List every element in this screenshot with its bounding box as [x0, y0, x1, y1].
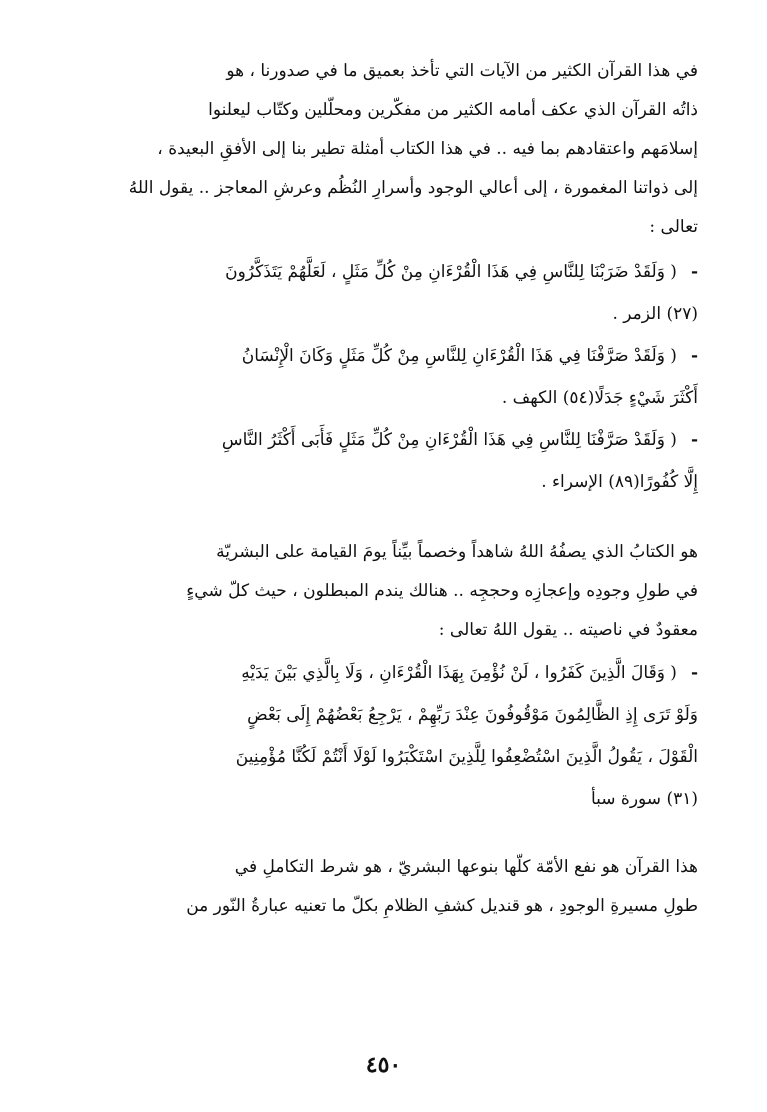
- text-line: طولِ مسيرةِ الوجودِ ، هو قنديل كشفِ الظلامِ بكلّ ما تعنيه عبارةُ النّور من: [186, 896, 698, 916]
- quran-verse: [70, 652, 698, 820]
- verse-line: [70, 652, 698, 694]
- text-line: في هذا القرآن الكثير من الآيات التي تأخذ بعميق ما في صدورنا ، هو: [226, 61, 698, 81]
- verse-line: (٢٧) الزمر .: [612, 304, 698, 324]
- text-line: هذا القرآن هو نفع الأمّة كلّها بنوعها البشريّ ، هو شرط التكاملِ في: [234, 857, 698, 877]
- quran-verse: [70, 335, 698, 419]
- verse-line: الْقَوْلَ ، يَقُولُ الَّذِينَ اسْتُضْعِفُوا لِلَّذِينَ اسْتَكْبَرُوا لَوْلَا أَنْتُمْ لَكُنَّا مُؤْمِنِينَ: [235, 747, 698, 767]
- paragraph-benefit: [70, 848, 698, 926]
- text-line: إسلامَهم واعتقادهم بما فيه .. في هذا الكتاب أمثلة تطير بنا إلى الأفقِ البعيدة ،: [157, 139, 698, 159]
- verse-line: وَلَوْ تَرَى إِذِ الظَّالِمُونَ مَوْقُوفُونَ عِنْدَ رَبِّهِمْ ، يَرْجِعُ بَعْضُهُمْ إِلَى بَعْضٍ: [247, 705, 698, 725]
- page-number: ٤٥٠: [365, 1052, 402, 1078]
- verse-line: (٣١) سورة سبأ: [590, 789, 698, 809]
- verse-text: ( وَقَالَ الَّذِينَ كَفَرُوا ، لَنْ نُؤْمِنَ بِهَذَا الْقُرْءَانِ ، وَلَا بِالَّذِي بَيْنَ يَدَيْهِ: [241, 663, 677, 683]
- verse-line: [70, 251, 698, 293]
- verse-text: ( وَلَقَدْ صَرَّفْنَا لِلنَّاسِ فِي هَذَا الْقُرْءَانِ مِنْ كُلِّ مَثَلٍ فَأَبَى أَكْثَرُ النَّاسِ: [221, 430, 677, 450]
- text-line: إلى ذواتنا المغمورة ، إلى أعالي الوجود وأسرارِ النُظُم وعرشِ المعاجز .. يقول اللهُ: [128, 178, 698, 198]
- verse-text: ( وَلَقَدْ صَرَّفْنَا فِي هَذَا الْقُرْءَانِ لِلنَّاسِ مِنْ كُلِّ مَثَلٍ وَكَانَ الْإِنْسَانُ: [241, 346, 677, 366]
- quran-verse: [70, 251, 698, 335]
- quran-verse: [70, 419, 698, 503]
- bullet-dash: -: [690, 262, 698, 282]
- verse-line: أَكْثَرَ شَيْءٍ جَدَلًا(٥٤) الكهف .: [501, 388, 698, 408]
- verse-line: [70, 419, 698, 461]
- text-line: معقودٌ في ناصيته .. يقول اللهُ تعالى :: [438, 620, 698, 640]
- paragraph-intro: [70, 52, 698, 247]
- quran-verses-list: [70, 652, 698, 820]
- verse-line: إِلَّا كُفُورًا(٨٩) الإسراء .: [541, 472, 698, 492]
- paragraph-witness: [70, 533, 698, 650]
- text-line: في طولِ وجودِه وإعجازِه وحججِه .. هنالك يندم المبطلون ، حيث كلّ شيءٍ: [186, 581, 698, 601]
- bullet-dash: -: [690, 663, 698, 683]
- bullet-dash: -: [690, 430, 698, 450]
- document-page: [70, 52, 698, 926]
- text-line: تعالى :: [649, 217, 698, 237]
- text-line: ذاتُه القرآن الذي عكف أمامه الكثير من مفكّرين ومحلّلين وكتّاب ليعلنوا: [208, 100, 698, 120]
- quran-verses-list: [70, 251, 698, 503]
- bullet-dash: -: [690, 346, 698, 366]
- verse-text: ( وَلَقَدْ ضَرَبْنَا لِلنَّاسِ فِي هَذَا الْقُرْءَانِ مِنْ كُلِّ مَثَلٍ ، لَعَلَّهُمْ يَتَذَكَّرُونَ: [225, 262, 677, 282]
- text-line: هو الكتابُ الذي يصفُهُ اللهُ شاهداً وخصماً بيِّناً يومَ القيامة على البشريّة: [216, 542, 698, 562]
- verse-line: [70, 335, 698, 377]
